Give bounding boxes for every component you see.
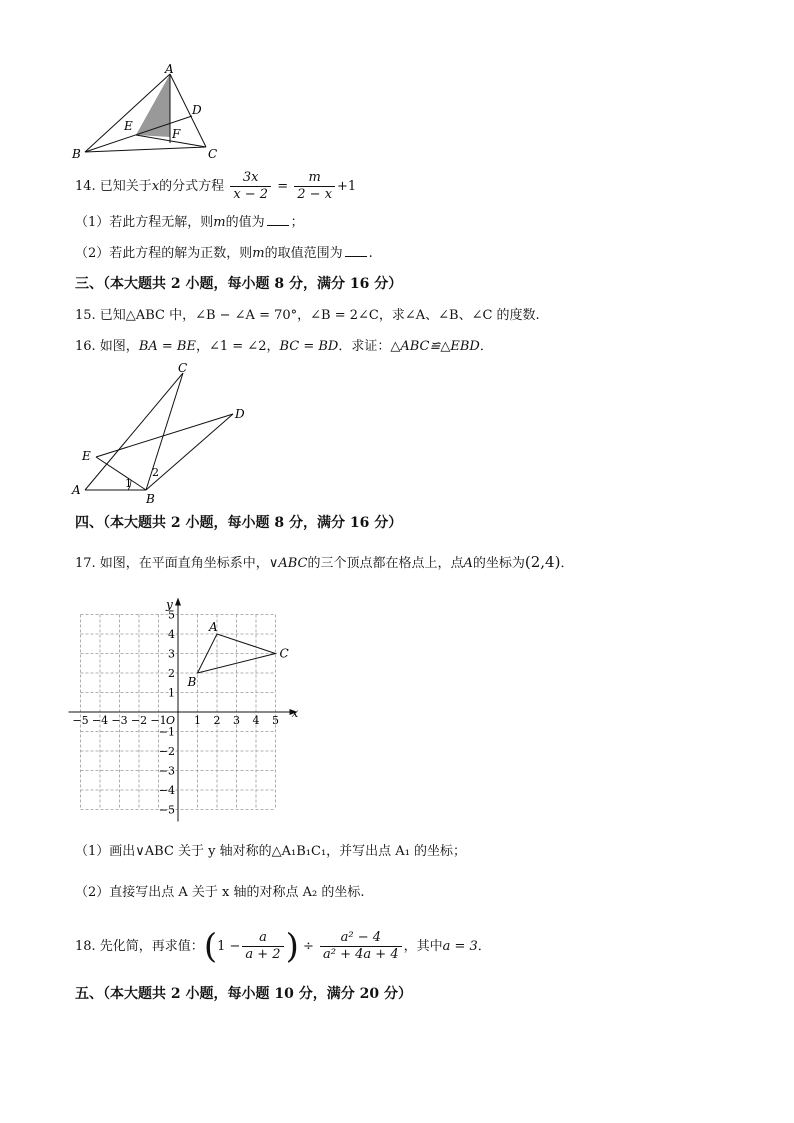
fig1-label-e: E: [124, 119, 133, 133]
q18-f2-den: a² + 4a + 4: [323, 947, 399, 962]
fig2-label-a: A: [72, 483, 81, 497]
q18: [75, 928, 491, 966]
q18-divide: ÷: [302, 939, 314, 954]
q14-var: x: [151, 179, 160, 194]
point-a-label: A: [209, 620, 218, 634]
x-tick-label: 3: [233, 714, 240, 727]
q14-prefix: 14. 已知关于: [75, 179, 152, 194]
q14-p2-prefix: （2）若此方程的解为正数，则: [75, 246, 253, 261]
q16-end: ．: [479, 339, 493, 354]
q14-eq: =: [277, 179, 289, 194]
fig2-label-e: E: [82, 449, 91, 463]
q17-part2: （2）直接写出点 A 关于 x 轴的对称点 A₂ 的坐标.: [75, 885, 365, 900]
section-4-heading: 四、（本大题共 2 小题，每小题 8 分，满分 16 分）: [75, 515, 403, 531]
point-c-label: C: [279, 646, 289, 661]
q16-cond2: ∠1 = ∠2: [208, 339, 267, 354]
coordinate-grid: [68, 585, 308, 830]
q17-triangle: ∨ABC: [268, 556, 308, 571]
q17-stem: [75, 553, 573, 573]
fig1-label-a: A: [165, 62, 174, 76]
x-tick-label: 4: [252, 714, 260, 727]
q14-lhs-den: x − 2: [233, 187, 269, 202]
x-tick-label: −3: [111, 714, 128, 727]
q17-coord: (2,4): [524, 553, 561, 571]
x-axis-label: x: [291, 706, 299, 720]
q18-fraction2: [320, 930, 402, 963]
q18-one: 1 −: [217, 939, 241, 954]
y-tick-label: −3: [158, 764, 175, 778]
q14-part2: [75, 244, 373, 263]
q18-f2-num: a² − 4: [320, 930, 402, 947]
q14-part1: [75, 213, 304, 232]
y-axis-arrow: [175, 598, 181, 606]
q17-mid: 的三个顶点都在格点上，点: [307, 556, 464, 571]
q14-rhs-num: m: [294, 170, 335, 187]
fig2-label-c: C: [178, 362, 188, 375]
fig1-label-b: B: [72, 147, 81, 161]
fig1-label-c: C: [208, 147, 218, 161]
x-tick-label: −1: [150, 714, 167, 727]
q18-condition: a = 3: [442, 939, 478, 954]
q16-sep1: ，: [195, 339, 209, 354]
q14-p1-var: m: [213, 215, 226, 230]
fig2-angle-1: 1: [125, 477, 132, 490]
q14-p2-suffix: 的取值范围为: [264, 246, 343, 261]
figure-triangle-abc: [68, 62, 228, 162]
y-tick-label: 1: [168, 686, 175, 700]
fig1-label-f: F: [172, 127, 181, 141]
left-paren: (: [203, 926, 218, 967]
origin-label: O: [166, 714, 176, 727]
section-3-heading: 三、（本大题共 2 小题，每小题 8 分，满分 16 分）: [75, 276, 403, 292]
q16-sep2: ，: [266, 339, 280, 354]
q17-part1: （1）画出∨ABC 关于 y 轴对称的△A₁B₁C₁，并写出点 A₁ 的坐标；: [75, 844, 467, 859]
fig2-angle-2: 2: [152, 466, 159, 479]
y-tick-label: 4: [168, 628, 175, 641]
q14-p1-suffix: 的值为: [225, 215, 265, 230]
x-tick-label: −5: [72, 714, 89, 727]
q14-p2-var: m: [252, 246, 265, 261]
q14-lhs-fraction: [230, 170, 271, 203]
y-tick-label: −1: [158, 725, 175, 739]
answer-blank: [267, 213, 289, 226]
q17-end: ．: [560, 556, 574, 571]
q18-suffix: ，其中: [403, 939, 443, 954]
q14-stem: [75, 170, 356, 203]
q18-fraction1: [242, 930, 283, 963]
x-tick-label: 2: [213, 714, 221, 727]
q14-p1-prefix: （1）若此方程无解，则: [75, 215, 214, 230]
q14-rhs-tail: +1: [337, 179, 357, 194]
q17-point: A: [463, 556, 473, 571]
figure-congruent-triangles: [68, 362, 258, 504]
y-tick-label: −5: [158, 803, 175, 817]
y-tick-label: −2: [158, 745, 175, 758]
q16-cond3: BC = BD: [279, 339, 339, 354]
answer-blank: [345, 244, 367, 257]
x-tick-label: −2: [130, 714, 148, 727]
q14-p2-end: .: [368, 246, 373, 261]
q14-suffix: 的分式方程: [159, 179, 225, 194]
y-tick-label: 5: [168, 608, 175, 622]
x-tick-label: 1: [194, 714, 201, 727]
fig2-label-d: D: [235, 407, 245, 421]
q15: 15. 已知△ABC 中，∠B − ∠A = 70°，∠B = 2∠C，求∠A、∠B、∠C 的度数.: [75, 308, 540, 323]
q17-prefix: 17. 如图，在平面直角坐标系中，: [75, 556, 269, 571]
q16-mid: ．求证：: [338, 339, 391, 354]
q16-cond1: BA = BE: [138, 339, 196, 354]
x-tick-label: −4: [91, 714, 109, 727]
y-axis-label: y: [166, 597, 173, 612]
q14-rhs-den: 2 − x: [297, 187, 333, 202]
q14-rhs-fraction: [294, 170, 335, 203]
q16-stem: [75, 338, 493, 356]
q18-prefix: 18. 先化简，再求值：: [75, 939, 204, 954]
shaded-triangle: [136, 74, 170, 137]
y-tick-label: −4: [158, 784, 175, 797]
q14-p1-end: ；: [290, 215, 304, 230]
x-tick-label: 5: [272, 714, 279, 727]
fig1-label-d: D: [192, 103, 202, 117]
right-paren: ): [285, 926, 299, 967]
q18-f1-den: a + 2: [245, 947, 281, 962]
section-5-heading: 五、（本大题共 2 小题，每小题 10 分，满分 20 分）: [75, 986, 412, 1002]
q18-end: ．: [477, 939, 491, 954]
q17-mid2: 的坐标为: [472, 556, 525, 571]
q16-prefix: 16. 如图，: [75, 339, 139, 354]
q14-lhs-num: 3x: [230, 170, 271, 187]
q16-conclusion: △ABC≌△EBD: [390, 339, 480, 354]
q18-f1-num: a: [242, 930, 283, 947]
y-tick-label: 2: [168, 667, 175, 680]
fig2-label-b: B: [146, 492, 155, 504]
y-tick-label: 3: [168, 647, 175, 661]
point-b-label: B: [187, 675, 197, 689]
